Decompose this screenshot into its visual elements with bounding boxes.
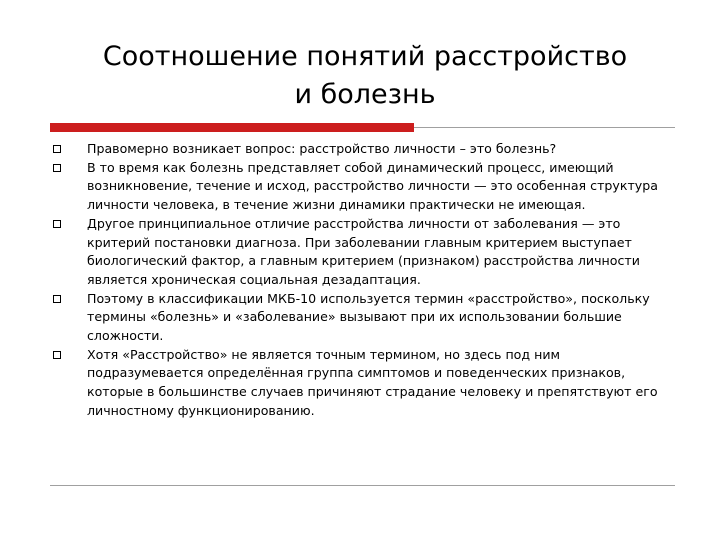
bullet-list xyxy=(52,140,672,421)
bullet-text: Хотя «Расстройство» не является точным термином, но здесь под ним подразумевается определённая группа симптомов и поведенческих признаков, которые в большинстве случаев причиняют страдание человеку и препятствуют его личностному функционированию. xyxy=(87,346,658,418)
bullet-text: Другое принципиальное отличие расстройства личности от заболевания — это критерий постановки диагноза. При заболевании главным критерием выступает биологический фактор, а главным критерием (признаком) расстройства личности является хроническая социальная дезадаптация. xyxy=(87,215,640,287)
slide-title-line-2: и болезнь xyxy=(294,79,436,110)
slide-title-line-1: Соотношение понятий расстройство xyxy=(102,41,628,72)
bullet-text: Правомерно возникает вопрос: расстройство личности – это болезнь? xyxy=(87,141,557,156)
slide-title xyxy=(40,38,690,114)
title-divider-line xyxy=(414,127,675,128)
footer-divider-line xyxy=(50,485,675,486)
bullet-item xyxy=(52,159,672,215)
bullet-text: В то время как болезнь представляет собой динамический процесс, имеющий возникновение, течение и исход, расстройство личности — это особенная структура личности человека, в течение жизни динамики практически не имеющая. xyxy=(87,159,658,213)
title-accent-bar xyxy=(50,123,414,132)
hollow-square-bullet-icon xyxy=(53,145,61,153)
hollow-square-bullet-icon xyxy=(53,220,61,228)
bullet-text: Поэтому в классификации МКБ-10 используется термин «расстройство», поскольку термины «болезнь» и «заболевание» вызывают при их использовании большие сложности. xyxy=(87,290,650,344)
bullet-item xyxy=(52,290,672,346)
bullet-item xyxy=(52,140,672,159)
hollow-square-bullet-icon xyxy=(53,164,61,172)
hollow-square-bullet-icon xyxy=(53,295,61,303)
bullet-item xyxy=(52,215,672,290)
bullet-item xyxy=(52,346,672,421)
hollow-square-bullet-icon xyxy=(53,351,61,359)
